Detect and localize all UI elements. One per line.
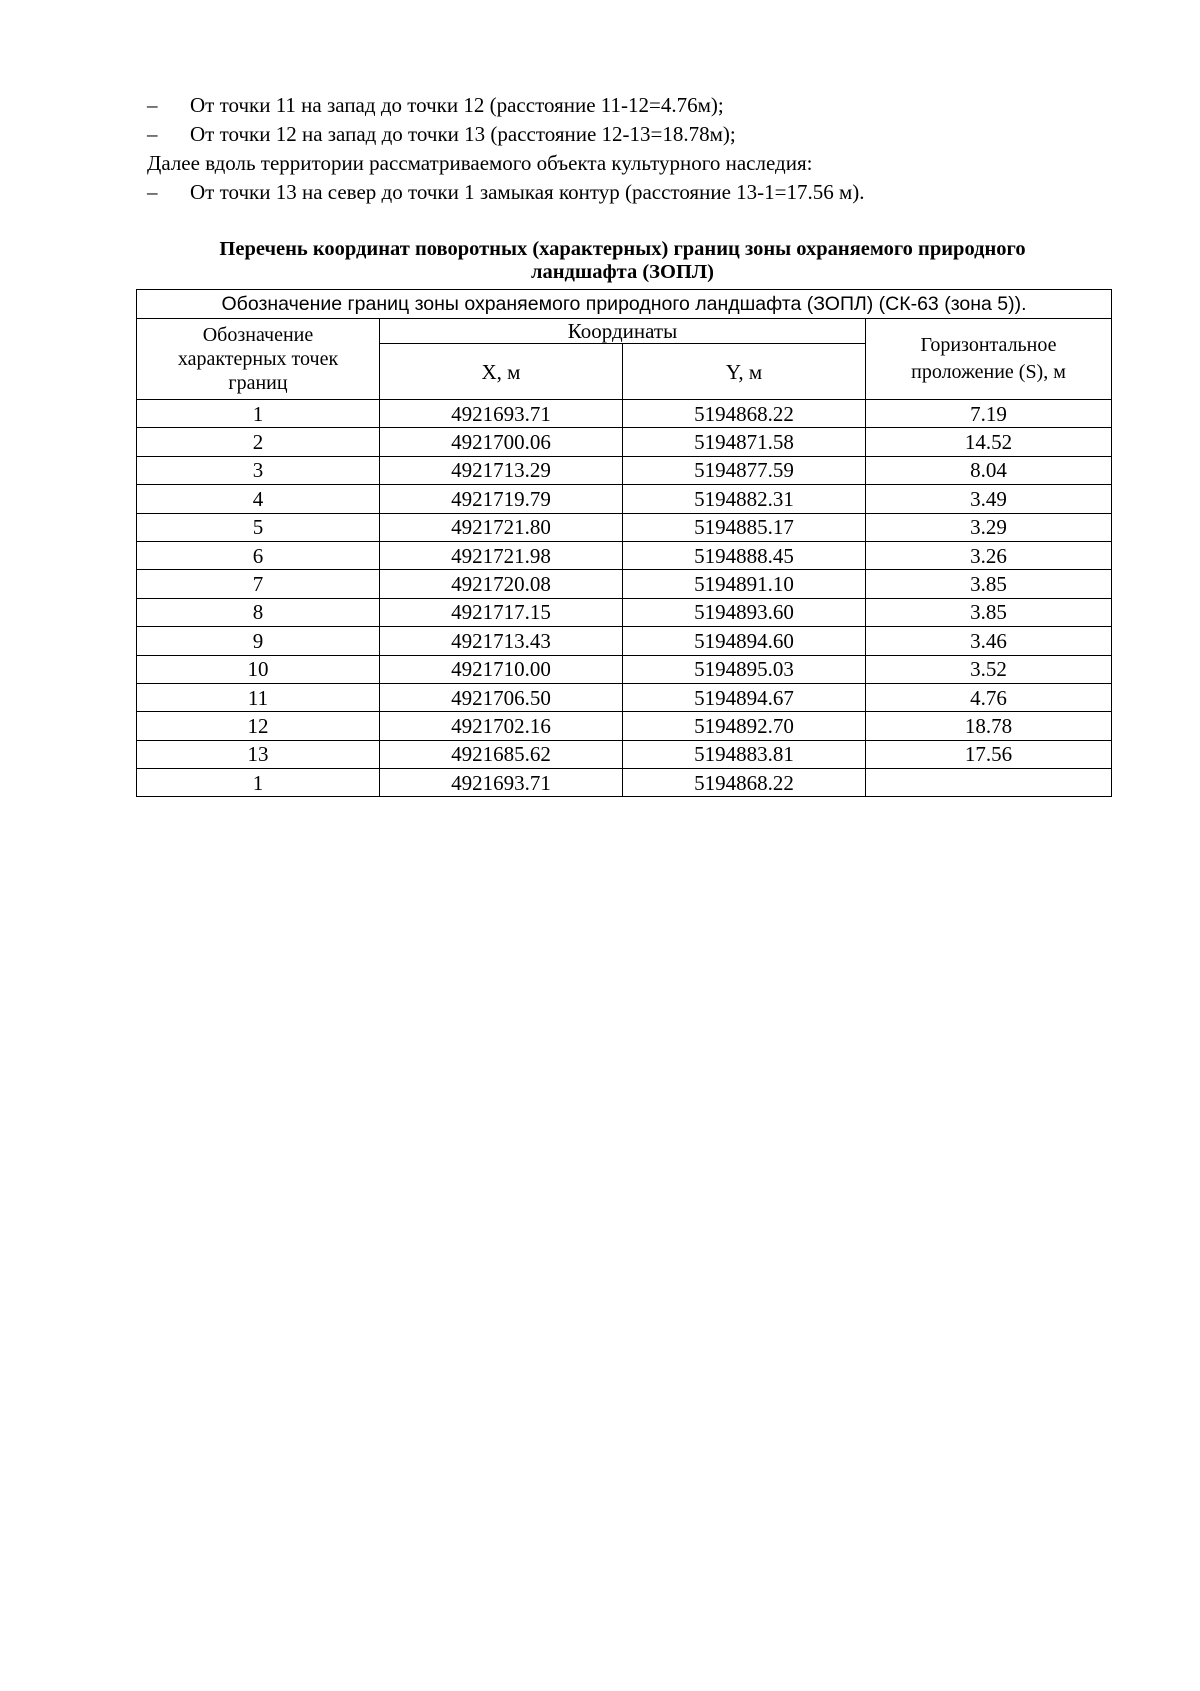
cell-s: 4.76 [866, 683, 1112, 711]
cell-s: 18.78 [866, 712, 1112, 740]
cell-y: 5194895.03 [623, 655, 866, 683]
header-x: X, м [380, 344, 623, 400]
cell-s: 3.85 [866, 598, 1112, 626]
list-dash: – [147, 180, 158, 204]
cell-x: 4921717.15 [380, 598, 623, 626]
table-row [137, 598, 1112, 626]
cell-point: 4 [137, 485, 380, 513]
cell-x: 4921702.16 [380, 712, 623, 740]
cell-point: 1 [137, 400, 380, 428]
cell-x: 4921719.79 [380, 485, 623, 513]
table-header-row [137, 319, 1112, 344]
cell-y: 5194885.17 [623, 513, 866, 541]
header-points-line: границ [228, 372, 288, 394]
list-item-text: От точки 12 на запад до точки 13 (расстояние 12-13=18.78м); [190, 122, 736, 146]
cell-s: 3.49 [866, 485, 1112, 513]
table-row [137, 740, 1112, 768]
cell-s: 14.52 [866, 428, 1112, 456]
cell-x: 4921721.98 [380, 541, 623, 569]
header-points [137, 319, 380, 400]
cell-point: 11 [137, 683, 380, 711]
table-row [137, 485, 1112, 513]
cell-x: 4921713.43 [380, 627, 623, 655]
list-item-text: От точки 13 на север до точки 1 замыкая контур (расстояние 13-1=17.56 м). [190, 180, 865, 204]
cell-point: 3 [137, 456, 380, 484]
table-row [137, 683, 1112, 711]
table-caption: Обозначение границ зоны охраняемого природного ландшафта (ЗОПЛ) (СК-63 (зона 5)). [137, 290, 1112, 319]
cell-s: 17.56 [866, 740, 1112, 768]
cell-x: 4921713.29 [380, 456, 623, 484]
table-title-line: Перечень координат поворотных (характерных) границ зоны охраняемого природного [219, 238, 1026, 260]
table-caption-row [137, 290, 1112, 319]
cell-y: 5194868.22 [623, 769, 866, 797]
cell-y: 5194892.70 [623, 712, 866, 740]
cell-point: 6 [137, 541, 380, 569]
cell-point: 10 [137, 655, 380, 683]
list-dash: – [147, 122, 158, 146]
cell-y: 5194891.10 [623, 570, 866, 598]
table-row [137, 400, 1112, 428]
cell-s: 3.85 [866, 570, 1112, 598]
list-item-text: От точки 11 на запад до точки 12 (расстояние 11-12=4.76м); [190, 93, 724, 117]
cell-point: 8 [137, 598, 380, 626]
cell-x: 4921721.80 [380, 513, 623, 541]
cell-s: 3.26 [866, 541, 1112, 569]
cell-x: 4921710.00 [380, 655, 623, 683]
cell-y: 5194883.81 [623, 740, 866, 768]
cell-s [866, 769, 1112, 797]
cell-x: 4921693.71 [380, 400, 623, 428]
table-title [135, 238, 1110, 284]
header-points-line: характерных точек [177, 348, 339, 370]
cell-s: 3.52 [866, 655, 1112, 683]
cell-y: 5194888.45 [623, 541, 866, 569]
table-row [137, 655, 1112, 683]
table-title-line: ландшафта (ЗОПЛ) [530, 261, 714, 283]
cell-y: 5194894.60 [623, 627, 866, 655]
cell-point: 7 [137, 570, 380, 598]
header-y: Y, м [623, 344, 866, 400]
cell-point: 2 [137, 428, 380, 456]
cell-point: 12 [137, 712, 380, 740]
cell-s: 3.29 [866, 513, 1112, 541]
cell-y: 5194871.58 [623, 428, 866, 456]
cell-y: 5194868.22 [623, 400, 866, 428]
cell-y: 5194877.59 [623, 456, 866, 484]
cell-x: 4921720.08 [380, 570, 623, 598]
cell-point: 9 [137, 627, 380, 655]
cell-s: 7.19 [866, 400, 1112, 428]
cell-x: 4921706.50 [380, 683, 623, 711]
cell-y: 5194882.31 [623, 485, 866, 513]
table-row [137, 627, 1112, 655]
cell-y: 5194894.67 [623, 683, 866, 711]
coordinates-table [136, 289, 1112, 797]
table-body [137, 400, 1112, 797]
cell-point: 13 [137, 740, 380, 768]
table-row [137, 513, 1112, 541]
table-row [137, 428, 1112, 456]
paragraph: Далее вдоль территории рассматриваемого объекта культурного наследия: [147, 151, 813, 175]
cell-y: 5194893.60 [623, 598, 866, 626]
header-horizontal-distance [866, 319, 1112, 400]
table-row [137, 456, 1112, 484]
cell-point: 5 [137, 513, 380, 541]
header-coordinates: Координаты [380, 319, 866, 344]
cell-point: 1 [137, 769, 380, 797]
header-s-line: проложение (S), м [911, 361, 1066, 383]
cell-s: 3.46 [866, 627, 1112, 655]
table-row [137, 541, 1112, 569]
cell-x: 4921685.62 [380, 740, 623, 768]
cell-x: 4921693.71 [380, 769, 623, 797]
list-dash: – [147, 93, 158, 117]
table-row [137, 570, 1112, 598]
cell-s: 8.04 [866, 456, 1112, 484]
table-row [137, 712, 1112, 740]
header-s-line: Горизонтальное [920, 334, 1057, 356]
cell-x: 4921700.06 [380, 428, 623, 456]
table-row [137, 769, 1112, 797]
header-points-line: Обозначение [202, 324, 314, 346]
